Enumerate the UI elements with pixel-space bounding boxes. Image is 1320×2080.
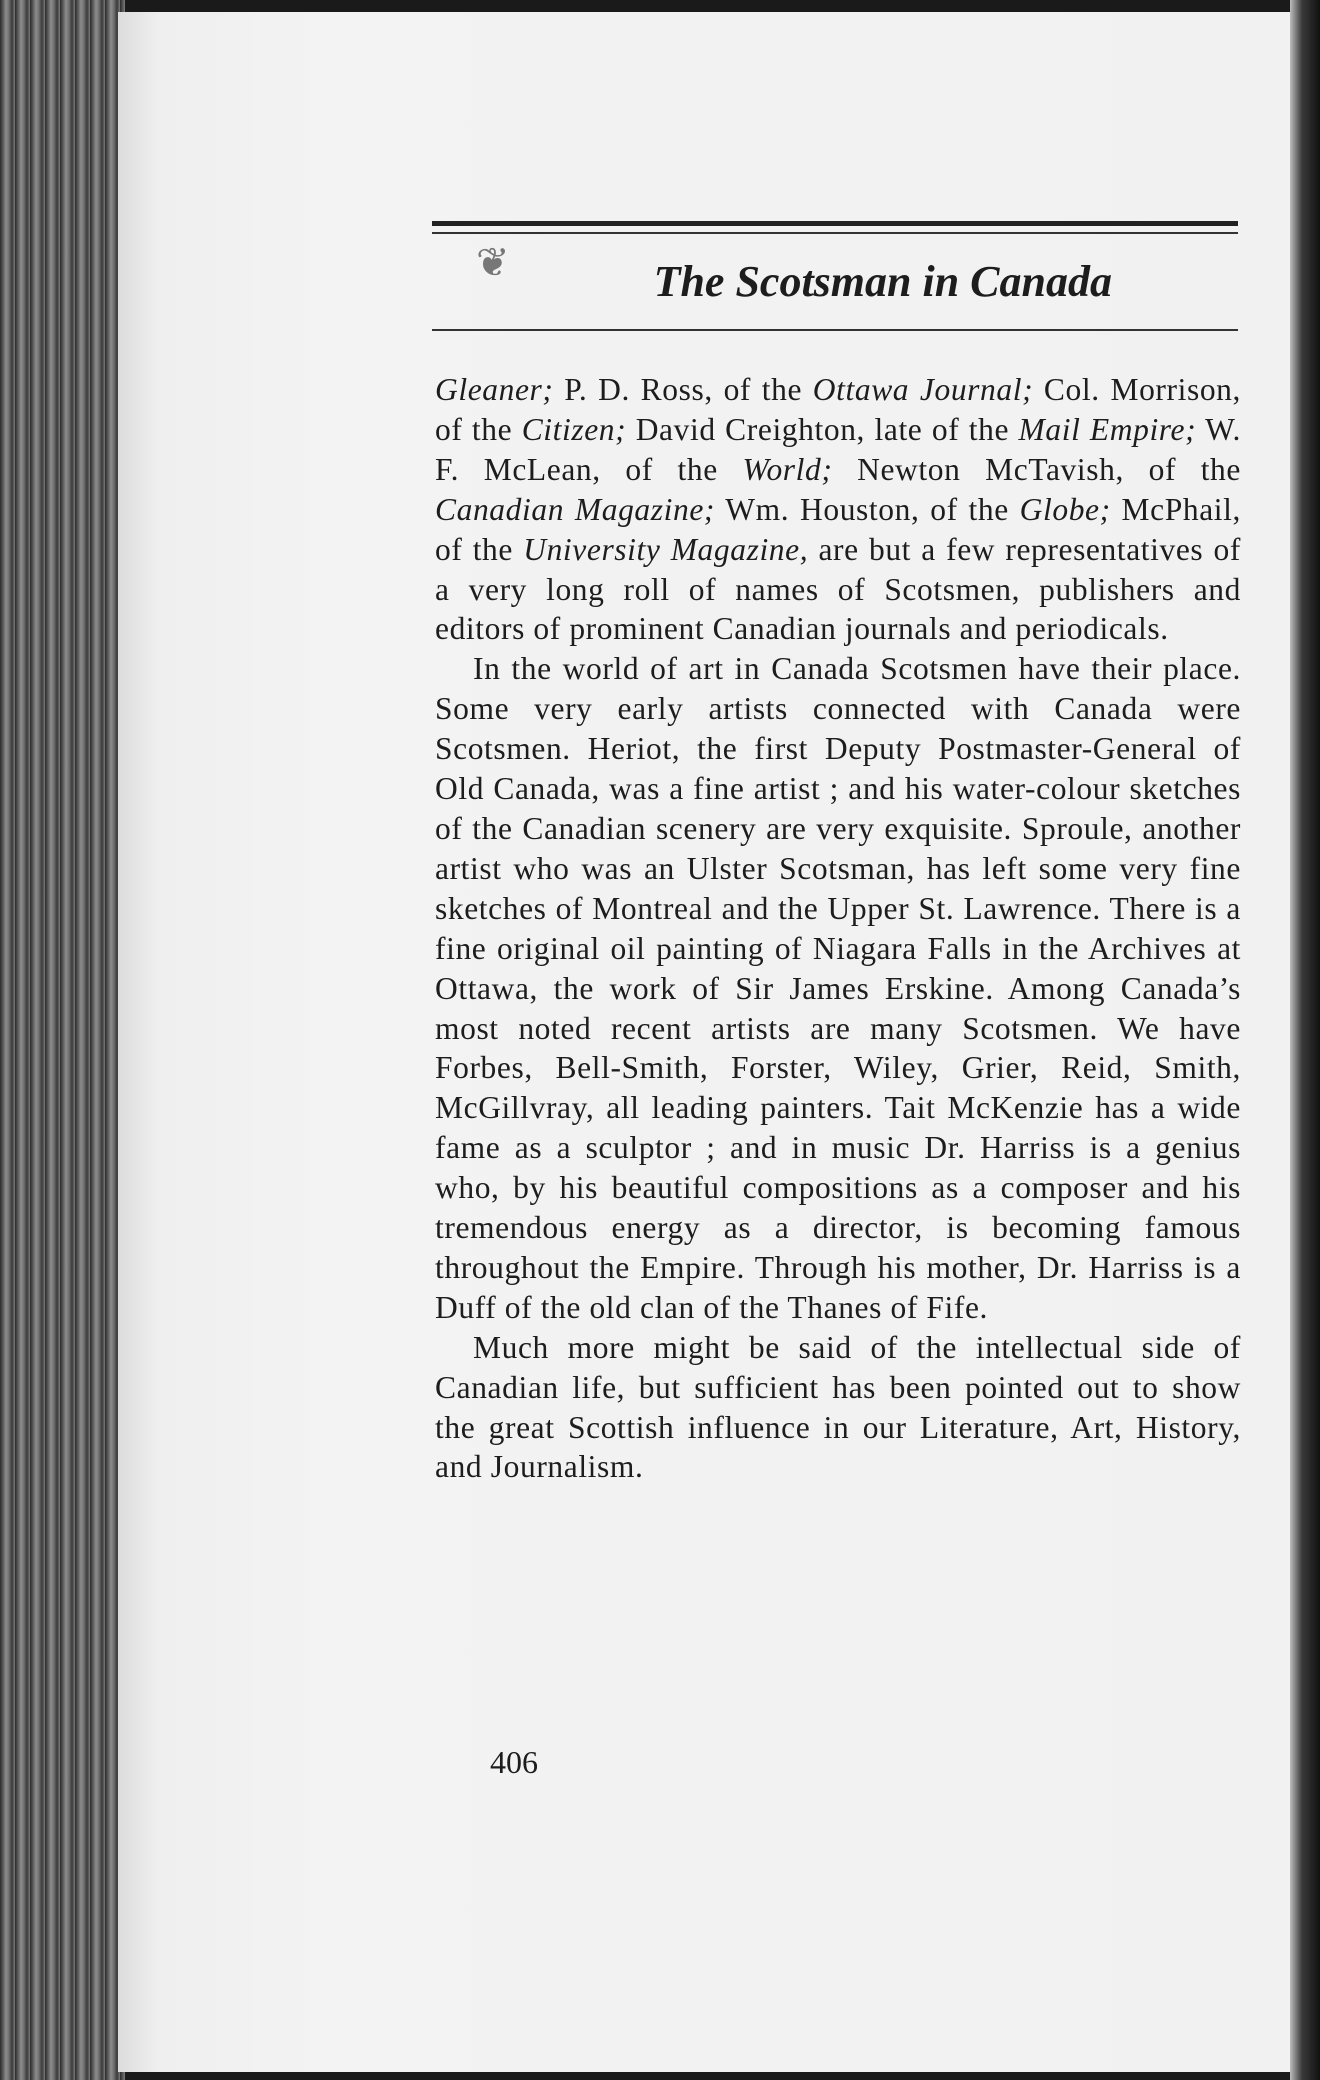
body-text <box>435 370 1241 1487</box>
thistle-ornament-icon: ❦ <box>476 240 510 286</box>
text-run: Col. Morrison, of the <box>435 372 1241 447</box>
text-run: Newton McTavish, of the <box>832 451 1241 487</box>
book-spine-shadow <box>1290 0 1320 2080</box>
text-run: are but a few representatives of a very long roll of names of Scotsmen, publishers and editors of prominent Canadian journals and periodicals. <box>435 531 1241 647</box>
italic-title: World; <box>742 451 833 487</box>
text-run: In the world of art in Canada Scotsmen have their place. Some very early artists connected with Canada were Scotsmen. Heriot, the first Deputy Postmaster-General of Old Canada, was a fine artist ; and his water-colour sketches of the Canadian scenery are very exquisite. Sproule, another artist who was an Ulster Scotsman, has left some very fine sketches of Montreal and the Upper St. Lawrence. There is a fine original oil painting of Niagara Falls in the Archives at Ottawa, the work of Sir James Erskine. Among Canada’s most noted recent artists are many Scotsmen. We have Forbes, Bell-Smith, Forster, Wiley, Grier, Reid, Smith, McGillvray, all leading painters. Tait McKenzie has a wide fame as a sculptor ; and in music Dr. Harriss is a genius who, by his beautiful compositions as a composer and his tremendous energy as a director, is becoming famous throughout the Empire. Through his mother, Dr. Harriss is a Duff of the old clan of the Thanes of Fife. <box>435 651 1241 1325</box>
text-run: Wm. Houston, of the <box>715 491 1020 527</box>
text-run: Much more might be said of the intellectual side of Canadian life, but sufficient has been pointed out to show the great Scottish influence in our Literature, Art, History, and Journalism. <box>435 1329 1241 1485</box>
italic-title: Globe; <box>1019 491 1111 527</box>
paragraph <box>435 649 1241 1327</box>
text-run: David Creighton, late of the <box>626 411 1019 447</box>
italic-title: Ottawa Journal; <box>812 372 1034 407</box>
paragraph <box>435 370 1241 649</box>
italic-title: Canadian Magazine; <box>435 491 716 527</box>
running-head: The Scotsman in Canada <box>653 257 1112 306</box>
text-run: P. D. Ross, of the <box>553 372 813 407</box>
paragraph <box>435 1328 1241 1488</box>
page-number: 406 <box>490 1744 538 1780</box>
header-rule-thick <box>432 221 1238 226</box>
header-rule-bottom <box>432 329 1238 331</box>
italic-title: Citizen; <box>521 411 627 447</box>
italic-title: University Magazine, <box>523 531 809 567</box>
book-page-edges <box>0 0 125 2080</box>
text-run: McPhail, of the <box>435 491 1241 567</box>
text-run: W. F. McLean, of the <box>435 411 1241 487</box>
italic-title: Gleaner; <box>435 372 554 407</box>
header-rule-thin <box>432 232 1238 234</box>
italic-title: Mail Empire; <box>1018 411 1197 447</box>
